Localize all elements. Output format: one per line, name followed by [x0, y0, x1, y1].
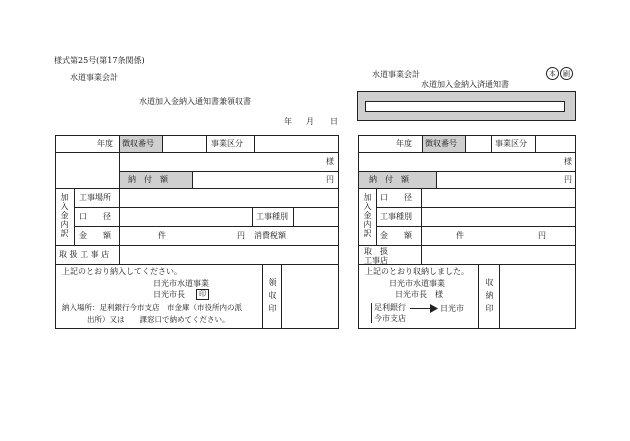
- left-year-label: 年度: [97, 139, 113, 148]
- right-amount2-label: 金 額: [380, 231, 412, 240]
- left-amount-label: 納 付 額: [128, 175, 168, 184]
- left-contractor-label: 取 扱 工 事 店: [59, 250, 110, 259]
- left-diameter-label: 口 径: [79, 212, 111, 221]
- left-worktype-label: 工事種別: [256, 212, 288, 221]
- left-issuer-1: 日光市水道事業: [153, 279, 209, 288]
- date-day: 日: [330, 117, 338, 126]
- right-breakdown-label: 加入金内訳: [363, 193, 372, 238]
- left-amount2-label: 金 額: [79, 231, 111, 240]
- left-payment-place-2: 出所）又は 課窓口で納めてください。: [87, 315, 230, 324]
- form-number: 様式第25号(第17条関係): [54, 56, 145, 65]
- right-year-label: 年度: [396, 139, 412, 148]
- left-payment-place-1: 納入場所：足利銀行今市支店 市金庫（市役所内の派: [62, 303, 242, 312]
- left-count: 件: [158, 231, 166, 240]
- left-honorific: 様: [326, 157, 334, 166]
- right-diameter-label: 口 径: [380, 193, 412, 202]
- right-contractor-1: 取 扱: [364, 247, 388, 256]
- right-bank-1: 足利銀行: [374, 303, 406, 312]
- left-tax-label: 消費税額: [254, 231, 286, 240]
- left-seal: 印: [196, 289, 209, 300]
- address-field[interactable]: [365, 101, 565, 112]
- right-yen: 円: [564, 175, 572, 184]
- left-yen2: 円: [237, 231, 245, 240]
- left-issuer-2: 日光市長: [153, 290, 185, 299]
- right-contractor-2: 工事店: [364, 256, 388, 265]
- right-arrow-to: 日光市: [440, 304, 464, 313]
- right-worktype-label: 工事種別: [380, 212, 412, 221]
- title-right: 水道加入金納入済通知書: [421, 80, 509, 89]
- left-workplace-label: 工事場所: [79, 193, 111, 202]
- left-business-label: 事業区分: [211, 139, 243, 148]
- right-amount-label: 納 付 額: [369, 175, 409, 184]
- left-receipt-stamp: 領収印: [268, 278, 277, 317]
- arrow-right-icon: [430, 304, 438, 313]
- left-breakdown-label: 加入金内訳: [60, 193, 69, 238]
- right-yen2: 円: [538, 231, 546, 240]
- left-collection-label: 徴収番号: [122, 139, 154, 148]
- right-count: 件: [456, 231, 464, 240]
- right-honorific: 様: [564, 157, 572, 166]
- right-collection-label: 徴収番号: [425, 139, 457, 148]
- org-right: 水道事業会計: [372, 70, 420, 79]
- arrow-line: [410, 308, 432, 309]
- left-yen: 円: [326, 175, 334, 184]
- left-receipt-msg: 上記のとおり納入してください。: [62, 267, 182, 276]
- right-receipt-msg: 上記のとおり収納しました。: [365, 267, 469, 276]
- right-business-label: 事業区分: [495, 139, 527, 148]
- right-issuer-2: 日光市長 様: [395, 290, 443, 299]
- right-receipt-stamp: 収納印: [485, 278, 494, 317]
- stamp-seal-2: 刷: [560, 67, 573, 80]
- right-issuer-1: 日光市水道事業: [389, 279, 445, 288]
- org-left: 水道事業会計: [70, 73, 118, 82]
- right-bank-2: 今市支店: [374, 314, 406, 323]
- date-year: 年: [284, 117, 292, 126]
- title-left: 水道加入金納入通知書兼領収書: [139, 97, 251, 106]
- stamp-seal: 本: [546, 67, 559, 80]
- date-month: 月: [306, 117, 314, 126]
